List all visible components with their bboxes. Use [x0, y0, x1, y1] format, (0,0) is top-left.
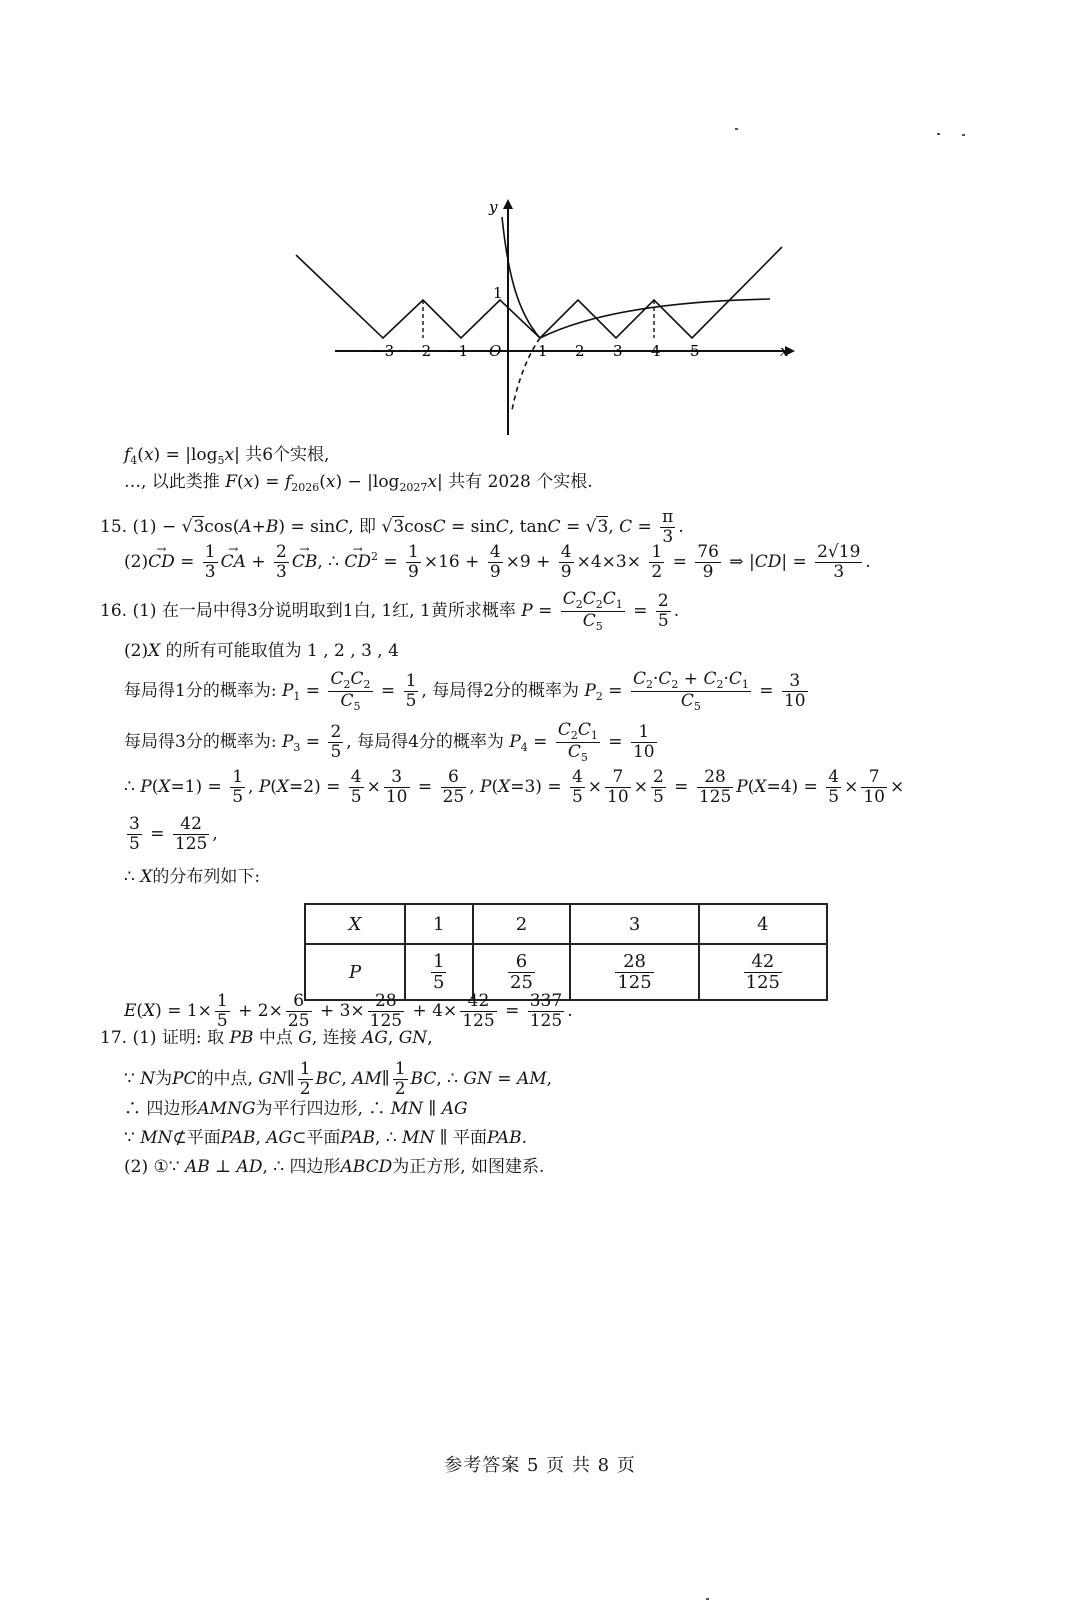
x-tick-label: 4 [651, 342, 661, 360]
function-graph [290, 195, 810, 445]
table-cell: $\frac{42}{125}$ [699, 944, 827, 1000]
x-tick-label: −1 [446, 342, 469, 360]
table-cell: $\frac{1}{5}$ [405, 944, 473, 1000]
q16-dist-intro: ∴ X的分布列如下: [124, 867, 261, 887]
q16-prob-values: ∴ P(X=1) = $\frac{1}{5}$ , P(X=2) = $\frac{4}{5}$ × $\frac{3}{10}$ = $\frac{6}{25}$ , P(X=3) = $\frac{4}{5}$ × $\frac{7}{10}$ × $\frac{2}{5}$ = $\frac{28}{125}$ P(X=4) = $\frac{4}{5}$ × $\frac{7}{10}$ × [124, 767, 905, 807]
table-cell: $\frac{28}{125}$ [570, 944, 698, 1000]
table-cell: X [305, 904, 405, 944]
q16-expectation: E(X) = 1× $\frac{1}{5}$ + 2× $\frac{6}{25}$ + 3× $\frac{28}{125}$ + 4× $\frac{42}{125}$ = $\frac{337}{125}$ . [124, 991, 573, 1031]
q17-line-2: ∵ N为PC的中点, GN∥ $\frac{1}{2}$ BC, AM∥ $\frac{1}{2}$ BC, ∴ GN = AM, [124, 1059, 553, 1099]
q16-prob-line-1: 每局得1分的概率为: $P_1$ = $\frac{C_2C_2}{C_5}$ = $\frac{1}{5}$ , 每局得2分的概率为 $P_2$ = $\frac{C_2\cdot C_2 + C_2\cdot C_1}{C_5}$ = $\frac{3}{10}$ [124, 669, 806, 713]
q16-prob-values-cont: $\frac{3}{5}$ = $\frac{42}{125}$ , [129, 814, 218, 854]
origin-label: O [489, 342, 502, 360]
y-axis-arrow [503, 199, 513, 209]
q15-part2: (2)→ CD = $\frac{1}{3}$ → CA + $\frac{2}{3}$ → CB, ∴ → $CD^2$ = $\frac{1}{9}$ ×16 + $\frac{4}{9}$ ×9 + $\frac{4}{9}$ ×4×3× $\frac{1}{2}$ = $\frac{76}{9}$ ⇒ |CD| = $\frac{2√19}{3}$ . [124, 543, 871, 582]
x-tick-label: −2 [409, 342, 432, 360]
x-tick-label: 5 [690, 342, 700, 360]
table-cell: 4 [699, 904, 827, 944]
log-negative-branch [512, 338, 540, 410]
q16-prob-line-2: 每局得3分的概率为: $P_3$ = $\frac{2}{5}$ , 每局得4分的概率为 $P_4$ = $\frac{C_2C_1}{C_5}$ = $\frac{1}{10}$ [124, 720, 655, 764]
x-tick-label: −3 [372, 342, 395, 360]
q17-line-5: (2) ①∵ AB ⊥ AD, ∴ 四边形ABCD为正方形, 如图建系. [124, 1157, 545, 1177]
zigzag-function [296, 247, 782, 338]
q17-line-3: ∴ 四边形AMNG为平行四边形, ∴ MN ∥ AG [124, 1099, 468, 1119]
q16-part1: 16. (1) 在一局中得3分说明取到1白, 1红, 1黄所求概率 P = $\frac{C_2C_2C_1}{C_5}$ = $\frac{2}{5}$ . [100, 589, 680, 633]
distribution-table [304, 903, 828, 1001]
table-cell: 2 [473, 904, 571, 944]
x-tick-label: 2 [575, 342, 585, 360]
x-tick-label: 1 [538, 342, 548, 360]
abs-log-curve [502, 217, 770, 338]
table-cell: 1 [405, 904, 473, 944]
x-tick-label: 3 [613, 342, 623, 360]
scan-speck [706, 1598, 709, 1600]
table-row [305, 904, 827, 944]
continuation-line-2: …, 以此类推 $F(x) = f_{2026}(x) - |\log_{2027}x|$ 共有 2028 个实根. [124, 472, 593, 494]
x-axis-label: x [780, 342, 789, 360]
y-axis-label: y [489, 198, 498, 216]
q17-line-1: 17. (1) 证明: 取 PB 中点 G, 连接 AG, GN, [100, 1028, 433, 1048]
page-footer: 参考答案 5 页 共 8 页 [444, 1455, 636, 1476]
table-cell: 3 [570, 904, 698, 944]
q16-part2-values: (2)X 的所有可能取值为 1 , 2 , 3 , 4 [124, 641, 399, 661]
table-cell: $\frac{6}{25}$ [473, 944, 571, 1000]
scan-speck [735, 128, 738, 130]
table-cell: P [305, 944, 405, 1000]
q17-line-4: ∵ MN⊄平面PAB, AG⊂平面PAB, ∴ MN ∥ 平面PAB. [124, 1128, 528, 1148]
scan-speck [962, 134, 965, 136]
continuation-line-1: $f_4(x) = |\log_5x|$ 共6个实根, [124, 445, 330, 467]
q15-part1: 15. (1) − √3cos(A+B) = sinC, 即 √3cosC = sinC, tanC = √3, C = $\frac{\pi}{3}$ . [100, 507, 684, 547]
y-tick-label: 1 [493, 284, 503, 302]
scan-speck [937, 133, 940, 135]
